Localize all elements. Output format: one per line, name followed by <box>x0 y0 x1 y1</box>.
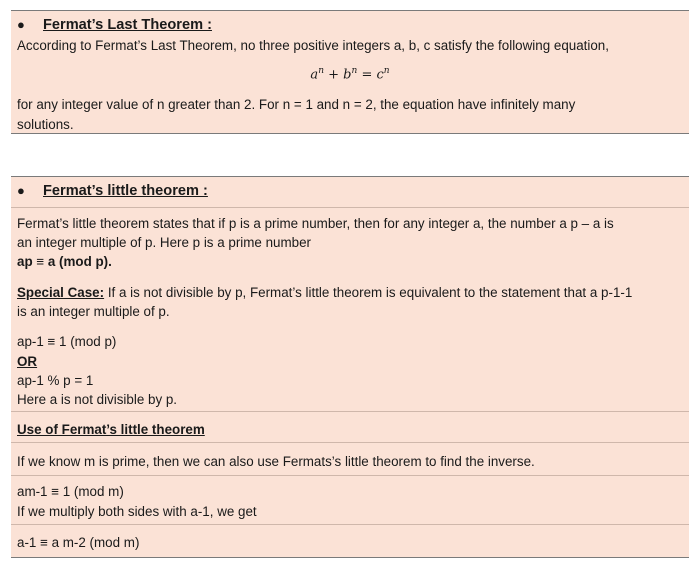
multiply-text: If we multiply both sides with a-1, we get <box>17 504 257 519</box>
note-not-divisible: Here a is not divisible by p. <box>17 392 178 407</box>
divider <box>11 442 689 443</box>
eq-ap-1-mod: ap-1 ≡ 1 (mod p) <box>17 334 117 349</box>
use-text: If we know m is prime, then we can also use Fermats’s little theorem to find the inverse. <box>17 454 535 469</box>
divider <box>11 524 689 525</box>
flit-heading: ● Fermat’s little theorem : <box>17 183 208 199</box>
divider <box>11 411 689 412</box>
flit-p1-line2: an integer multiple of p. Here p is a prime number <box>17 235 311 250</box>
flit-p1-line3: ap ≡ a (mod p). <box>17 254 112 269</box>
eq-ap-1-percent: ap-1 % p = 1 <box>17 373 94 388</box>
fermats-last-theorem-box <box>11 10 689 134</box>
bullet-icon: ● <box>17 17 25 32</box>
or-label: OR <box>17 354 38 369</box>
fermats-little-theorem-box <box>11 176 689 558</box>
special-case-label: Special Case: <box>17 285 105 300</box>
bullet-icon: ● <box>17 183 25 198</box>
divider <box>11 475 689 476</box>
eq-inverse: a-1 ≡ a m-2 (mod m) <box>17 535 140 550</box>
divider <box>11 207 689 208</box>
special-case-line1: Special Case: If a is not divisible by p, Fermat’s little theorem is equivalent to the statement that a p-1-1 <box>17 285 633 300</box>
use-heading: Use of Fermat’s little theorem <box>17 422 205 437</box>
flit-p1-line1: Fermat’s little theorem states that if p is a prime number, then for any integer a, the number a p – a is <box>17 216 614 231</box>
flt-equation: $a^n + b^n = c^n$ <box>310 66 390 83</box>
eq-am-1-mod: am-1 ≡ 1 (mod m) <box>17 484 124 499</box>
flt-intro: According to Fermat’s Last Theorem, no three positive integers a, b, c satisfy the following equation, <box>17 38 609 53</box>
flt-line1: for any integer value of n greater than 2. For n = 1 and n = 2, the equation have infinitely many <box>17 97 576 112</box>
flt-line2: solutions. <box>17 117 74 132</box>
flt-heading: ● Fermat’s Last Theorem : <box>17 17 212 33</box>
special-case-line2: is an integer multiple of p. <box>17 304 170 319</box>
